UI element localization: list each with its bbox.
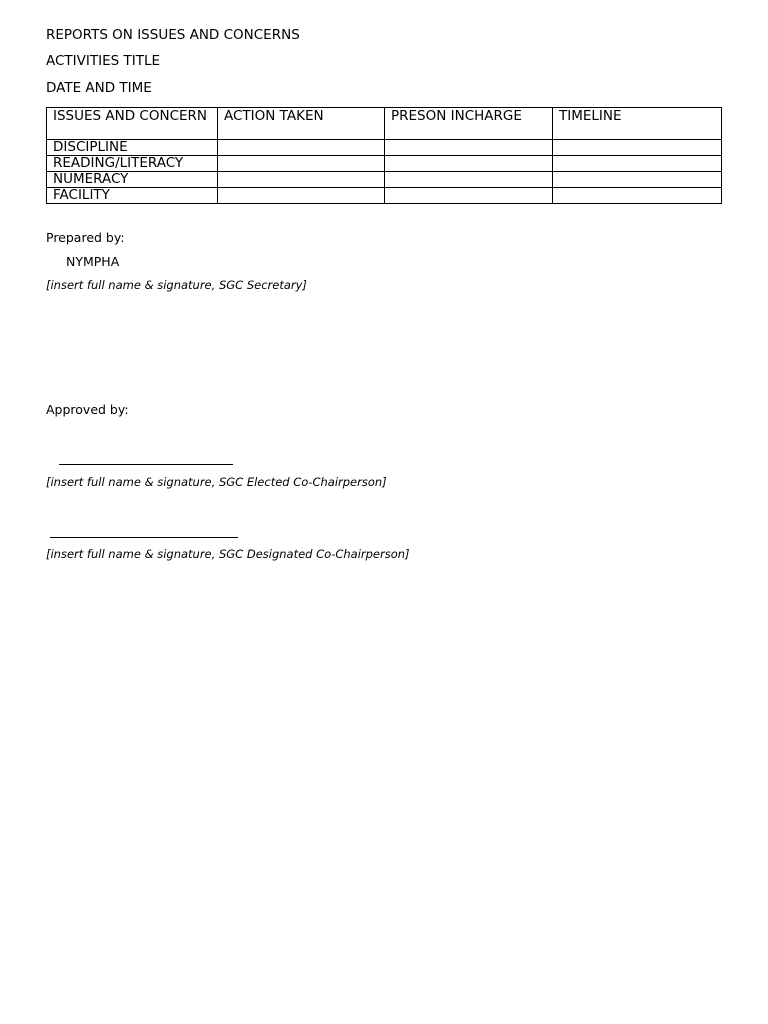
table-header-row: [47, 108, 722, 140]
issues-table: [46, 107, 722, 204]
prepared-by-name: NYMPHA: [66, 254, 120, 269]
prepared-by-label: Prepared by:: [46, 230, 125, 245]
table-cell: [385, 188, 553, 204]
table-cell: [553, 172, 722, 188]
elected-cochair-note: [insert full name & signature, SGC Elected Co-Chairperson]: [46, 475, 387, 489]
column-header-action: ACTION TAKEN: [218, 108, 385, 140]
column-header-timeline: TIMELINE: [553, 108, 722, 140]
table-cell: [553, 140, 722, 156]
table-cell: [385, 172, 553, 188]
approved-by-label: Approved by:: [46, 402, 129, 417]
table-cell: DISCIPLINE: [47, 140, 218, 156]
table-cell: READING/LITERACY: [47, 156, 218, 172]
designated-cochair-note: [insert full name & signature, SGC Designated Co-Chairperson]: [46, 547, 410, 561]
activities-title: ACTIVITIES TITLE: [46, 53, 161, 69]
signature-line-elected: [59, 464, 233, 465]
table-cell: [553, 188, 722, 204]
signature-line-designated: [50, 537, 238, 538]
table-row: [47, 172, 722, 188]
prepared-by-note: [insert full name & signature, SGC Secretary]: [46, 278, 307, 292]
table-cell: [218, 156, 385, 172]
column-header-person: PRESON INCHARGE: [385, 108, 553, 140]
table-cell: [385, 156, 553, 172]
table-cell: [218, 140, 385, 156]
table-row: [47, 140, 722, 156]
date-and-time: DATE AND TIME: [46, 80, 152, 96]
table-cell: FACILITY: [47, 188, 218, 204]
table-row: [47, 188, 722, 204]
table-cell: [218, 188, 385, 204]
table-cell: [385, 140, 553, 156]
report-title: REPORTS ON ISSUES AND CONCERNS: [46, 27, 300, 43]
table-cell: NUMERACY: [47, 172, 218, 188]
column-header-issues: ISSUES AND CONCERN: [47, 108, 218, 140]
table-cell: [218, 172, 385, 188]
table-cell: [553, 156, 722, 172]
table-row: [47, 156, 722, 172]
